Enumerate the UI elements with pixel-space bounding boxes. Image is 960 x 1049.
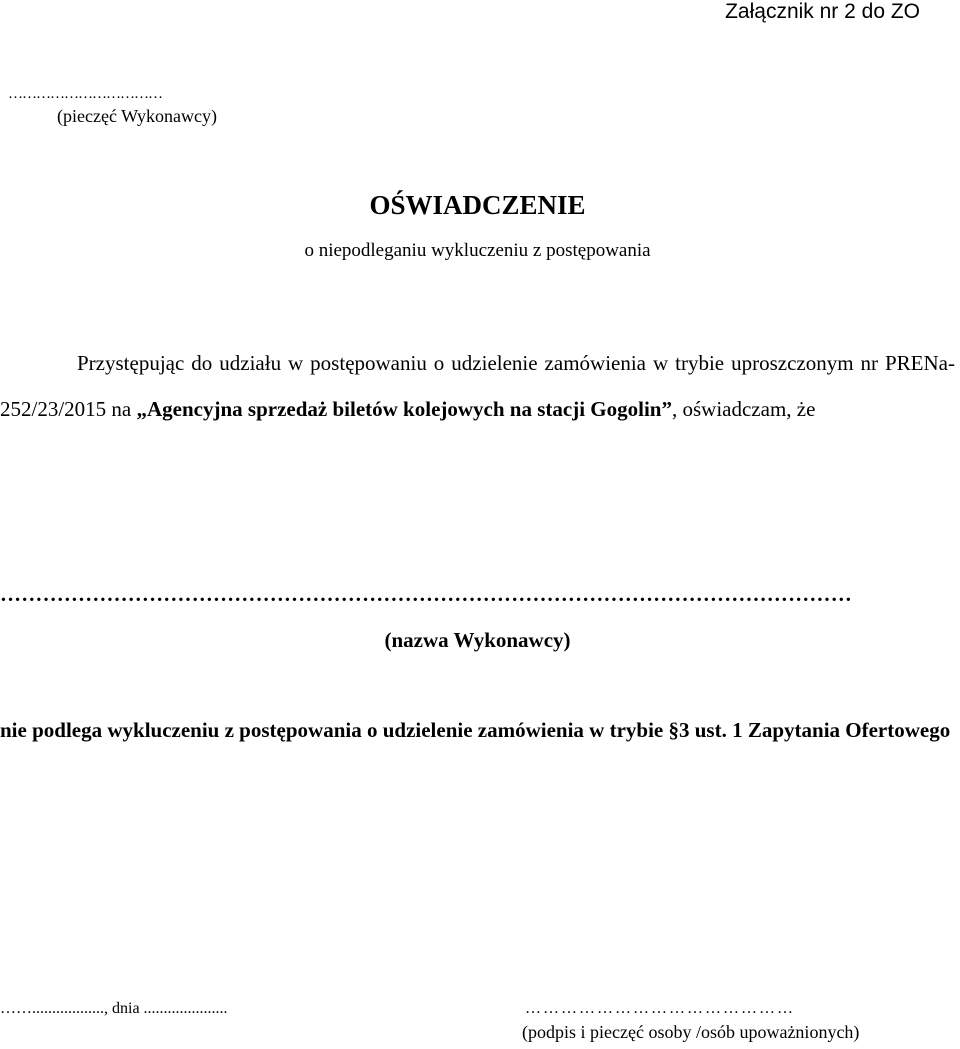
tender-name: „Agencyjna sprzedaż biletów kolejowych na stacji Gogolin” — [136, 397, 672, 421]
place-date-field: …….................., dnia ..................... — [0, 1000, 228, 1017]
document-subtitle: o niepodleganiu wykluczeniu z postępowania — [304, 240, 651, 261]
stamp-label: (pieczęć Wykonawcy) — [57, 106, 217, 126]
document-title: OŚWIADCZENIE — [369, 190, 586, 220]
signature-placeholder: ……………………………………… — [525, 1000, 795, 1017]
stamp-placeholder: …………………………… — [8, 86, 162, 102]
signature-label: (podpis i pieczęć osoby /osób upoważnionych) — [522, 1022, 860, 1042]
annex-label: Załącznik nr 2 do ZO — [725, 0, 920, 23]
declaration-text-intro: Przystępując do udziału w postępowaniu o udzielenie zamówienia w trybie uproszczonym nr PRENa-252/23/2015 na — [0, 351, 955, 421]
declaration-text-end: , oświadczam, że — [671, 397, 816, 421]
exclusion-statement: nie podlega wykluczeniu z postępowania o udzielenie zamówienia w trybie §3 ust. 1 Zapytania Ofertowego — [0, 718, 951, 742]
contractor-name-placeholder: ………………………………………………………………………………………………………… — [0, 582, 852, 606]
contractor-name-label: (nazwa Wykonawcy) — [384, 628, 571, 652]
declaration-paragraph — [0, 340, 955, 432]
